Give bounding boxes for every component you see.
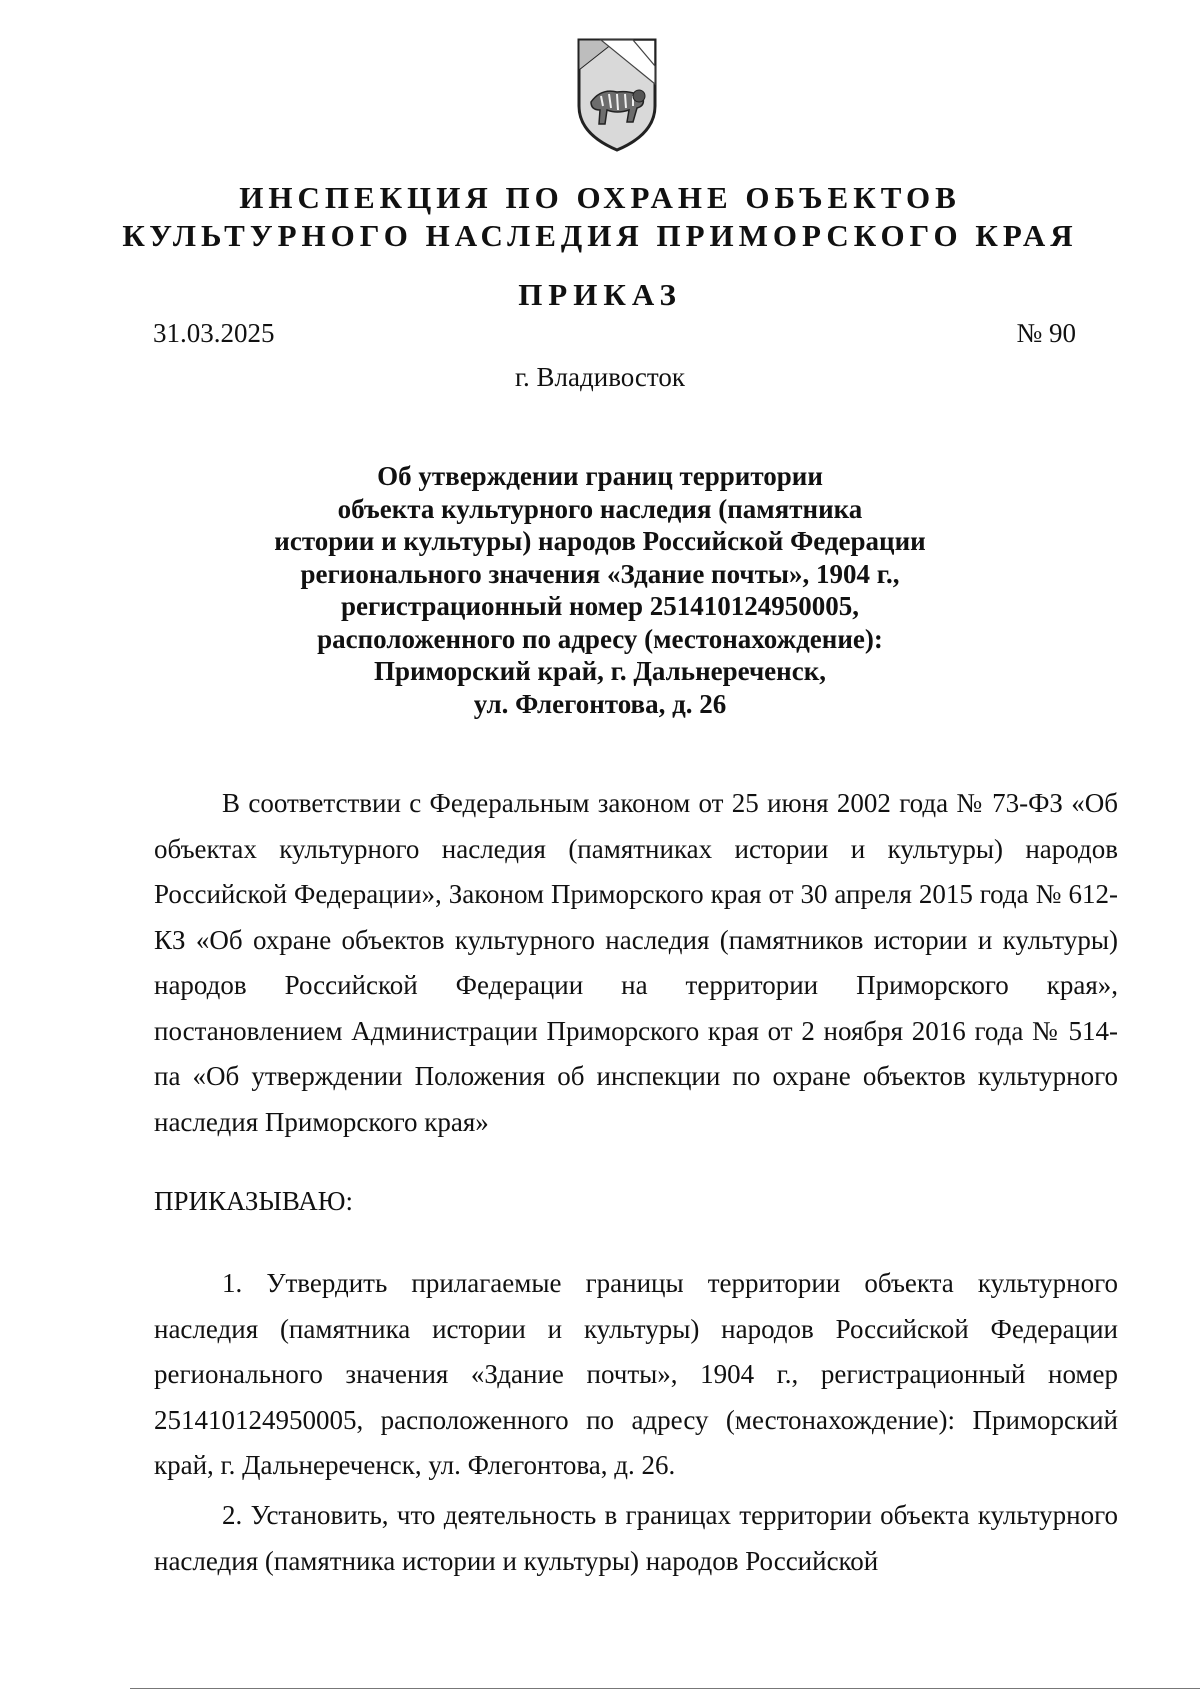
subject-line: регионального значения «Здание почты», 1904 г.,	[300, 558, 900, 589]
order-item-2: 2. Установить, что деятельность в границах территории объекта культурного наследия (памятника истории и культуры) народов Российской	[154, 1500, 1118, 1576]
agency-name-line2: КУЛЬТУРНОГО НАСЛЕДИЯ ПРИМОРСКОГО КРАЯ	[122, 218, 1078, 253]
document-city: г. Владивосток	[515, 362, 685, 392]
preamble-paragraph: В соответствии с Федеральным законом от 25 июня 2002 года № 73-ФЗ «Об объектах культурного наследия (памятниках истории и культуры) народов Российской Федерации», Законом Приморского края от 30 апреля 2015 года № 612-КЗ «Об охране объектов культурного наследия (памятников истории и культуры) народов Российской Федерации на территории Приморского края», постановлением Администрации Приморского края от 2 ноября 2016 года № 514-па «Об утверждении Положения об инспекции по охране объектов культурного наследия Приморского края»	[154, 788, 1118, 1137]
document-type: ПРИКАЗ	[518, 277, 682, 312]
page-bottom-divider	[130, 1688, 1200, 1689]
subject-line: регистрационный номер 251410124950005,	[341, 591, 859, 621]
order-item-1: 1. Утвердить прилагаемые границы территории объекта культурного наследия (памятника истории и культуры) народов Российской Федерации регионального значения «Здание почты», 1904 г., регистрационный номер 251410124950005, расположенного по адресу (местонахождение): Приморский край, г. Дальнереченск, ул. Флегонтова, д. 26.	[154, 1268, 1118, 1480]
agency-name-line1: ИНСПЕКЦИЯ ПО ОХРАНЕ ОБЪЕКТОВ	[239, 180, 961, 215]
subject-line: ул. Флегонтова, д. 26	[473, 688, 727, 719]
subject-line: объекта культурного наследия (памятника	[337, 493, 863, 524]
subject-line: Приморский край, г. Дальнереченск,	[373, 656, 827, 686]
document-subject	[0, 460, 1200, 720]
subject-line: Об утверждении границ территории	[377, 461, 823, 491]
subject-line: истории и культуры) народов Российской Федерации	[274, 526, 926, 556]
subject-line: расположенного по адресу (местонахождение):	[317, 623, 883, 654]
document-number: № 90	[1016, 318, 1076, 348]
document-date: 31.03.2025	[153, 318, 275, 348]
directive-heading: ПРИКАЗЫВАЮ:	[154, 1186, 353, 1216]
coat-of-arms-icon	[571, 36, 663, 154]
